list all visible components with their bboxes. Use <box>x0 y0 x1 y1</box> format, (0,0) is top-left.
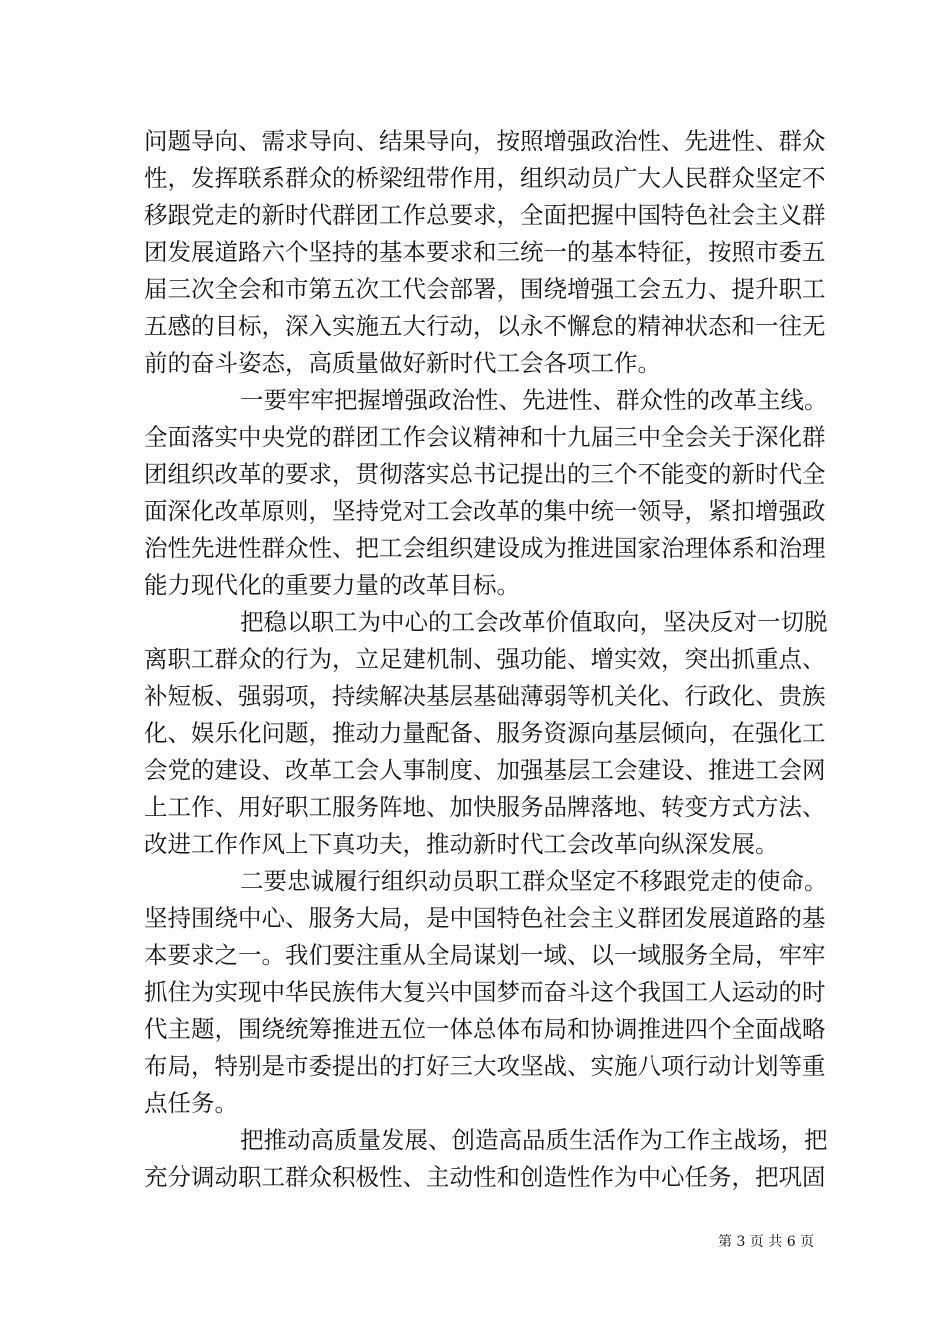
text-line: 改进工作作风上下真功夫，推动新时代工会改革向纵深发展。 <box>144 830 779 858</box>
text-line: 性，发挥联系群众的桥梁纽带作用，组织动员广大人民群众坚定不 <box>144 164 826 192</box>
text-line: 点任务。 <box>144 1089 238 1117</box>
text-line: 化、娱乐化问题，推动力量配备、服务资源向基层倾向，在强化工 <box>144 719 826 747</box>
text-line: 抓住为实现中华民族伟大复兴中国梦而奋斗这个我国工人运动的时 <box>144 978 826 1006</box>
text-line: 本要求之一。我们要注重从全局谋划一域、以一域服务全局，牢牢 <box>144 941 826 969</box>
text-line: 治性先进性群众性、把工会组织建设成为推进国家治理体系和治理 <box>144 534 826 562</box>
text-line: 五感的目标，深入实施五大行动，以永不懈怠的精神状态和一往无 <box>144 312 826 340</box>
text-line: 移跟党走的新时代群团工作总要求，全面把握中国特色社会主义群 <box>144 201 826 229</box>
text-line: 全面落实中央党的群团工作会议精神和十九届三中全会关于深化群 <box>144 423 826 451</box>
paragraph-first-line: 把推动高质量发展、创造高品质生活作为工作主战场，把 <box>240 1126 828 1154</box>
text-line: 问题导向、需求导向、结果导向，按照增强政治性、先进性、群众 <box>144 127 826 155</box>
text-line: 坚持围绕中心、服务大局，是中国特色社会主义群团发展道路的基 <box>144 904 826 932</box>
text-line: 离职工群众的行为，立足建机制、强功能、增实效，突出抓重点、 <box>144 645 826 673</box>
text-line: 能力现代化的重要力量的改革目标。 <box>144 571 520 599</box>
paragraph-first-line: 把稳以职工为中心的工会改革价值取向，坚决反对一切脱 <box>240 608 828 636</box>
text-line: 布局，特别是市委提出的打好三大攻坚战、实施八项行动计划等重 <box>144 1052 826 1080</box>
text-line: 团发展道路六个坚持的基本要求和三统一的基本特征，按照市委五 <box>144 238 826 266</box>
paragraph-heading-line: 二要忠诚履行组织动员职工群众坚定不移跟党走的使命。 <box>240 867 828 895</box>
text-line: 上工作、用好职工服务阵地、加快服务品牌落地、转变方式方法、 <box>144 793 826 821</box>
text-line: 充分调动职工群众积极性、主动性和创造性作为中心任务，把巩固 <box>144 1163 826 1191</box>
text-line: 前的奋斗姿态，高质量做好新时代工会各项工作。 <box>144 349 661 377</box>
text-line: 面深化改革原则，坚持党对工会改革的集中统一领导，紧扣增强政 <box>144 497 826 525</box>
paragraph-heading-line: 一要牢牢把握增强政治性、先进性、群众性的改革主线。 <box>240 386 828 414</box>
text-line: 会党的建设、改革工会人事制度、加强基层工会建设、推进工会网 <box>144 756 826 784</box>
page-number: 第 3 页 共 6 页 <box>718 1234 815 1250</box>
text-line: 补短板、强弱项，持续解决基层基础薄弱等机关化、行政化、贵族 <box>144 682 826 710</box>
text-line: 团组织改革的要求，贯彻落实总书记提出的三个不能变的新时代全 <box>144 460 826 488</box>
text-line: 代主题，围绕统筹推进五位一体总体布局和协调推进四个全面战略 <box>144 1015 826 1043</box>
text-line: 届三次全会和市第五次工代会部署，围绕增强工会五力、提升职工 <box>144 275 826 303</box>
